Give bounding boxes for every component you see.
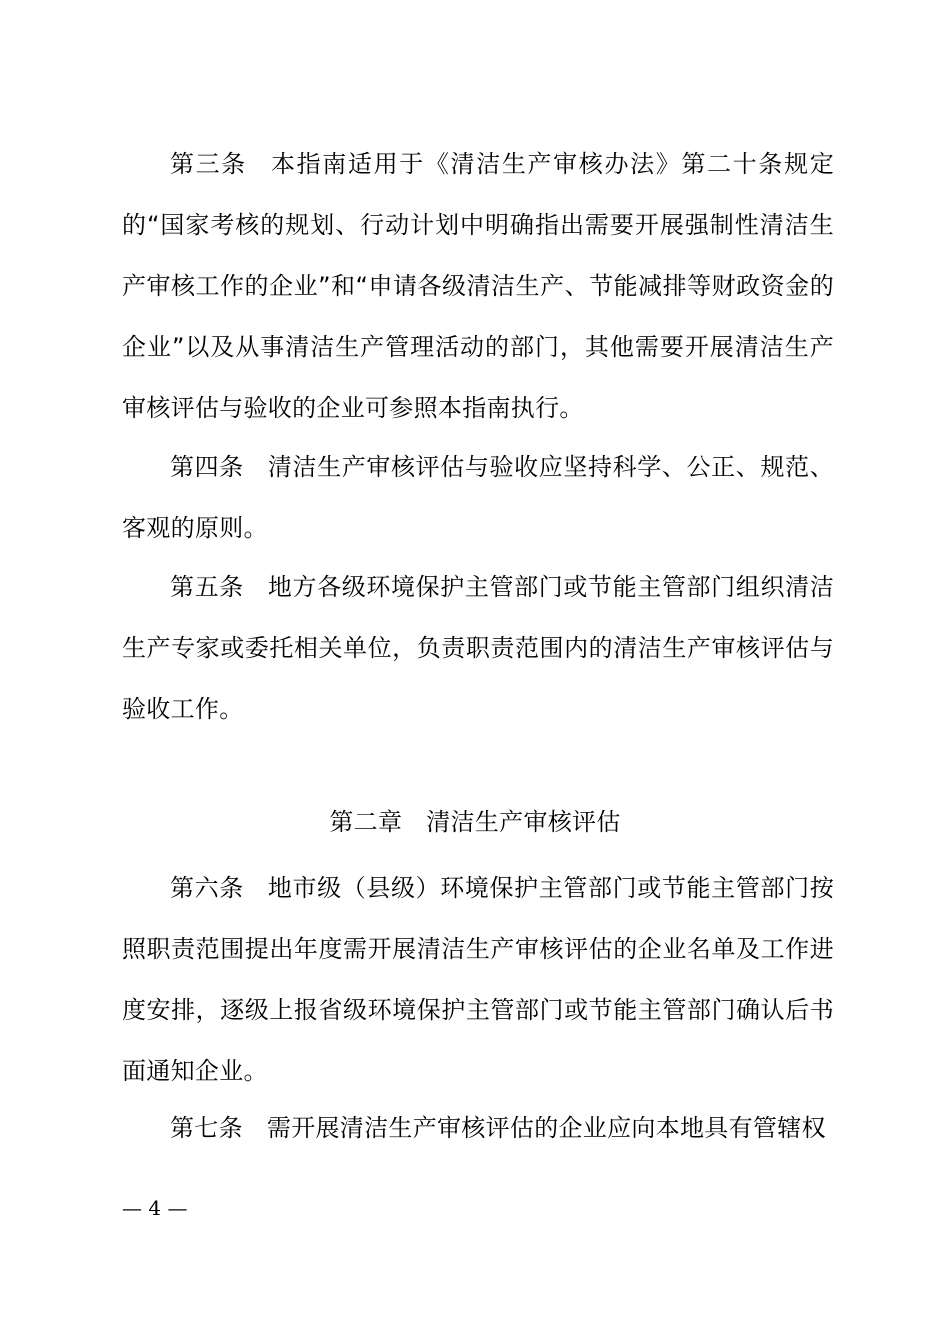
chapter-heading — [0, 795, 950, 849]
article-6-text: 地市级（县级）环境保护主管部门或节能主管部门按照职责范围提出年度需开展清洁生产审核评估的企业名单及工作进度安排，逐级上报省级环境保护主管部门或节能主管部门确认后书面通知企业。 — [122, 874, 834, 1085]
article-3 — [122, 134, 834, 439]
article-4 — [122, 437, 834, 559]
article-5-text: 地方各级环境保护主管部门或节能主管部门组织清洁生产专家或委托相关单位，负责职责范围内的清洁生产审核评估与验收工作。 — [122, 573, 834, 723]
article-7-text: 需开展清洁生产审核评估的企业应向本地具有管辖权 — [266, 1114, 826, 1142]
article-4-heading: 第四条 — [170, 453, 244, 481]
article-4-text: 清洁生产审核评估与验收应坚持科学、公正、规范、客观的原则。 — [122, 453, 834, 542]
page-number: — 4 — — [122, 1196, 188, 1220]
article-5 — [122, 557, 834, 740]
chapter-number: 第二章 — [329, 808, 403, 836]
article-6-heading: 第六条 — [170, 874, 244, 902]
article-6 — [122, 858, 834, 1102]
article-5-heading: 第五条 — [170, 573, 244, 601]
article-7-heading: 第七条 — [170, 1114, 243, 1142]
article-7 — [122, 1098, 834, 1159]
chapter-title: 清洁生产审核评估 — [426, 808, 621, 836]
article-3-heading: 第三条 — [170, 150, 247, 178]
article-3-text: 本指南适用于《清洁生产审核办法》第二十条规定的“国家考核的规划、行动计划中明确指出需要开展强制性清洁生产审核工作的企业”和“申请各级清洁生产、节能减排等财政资金的企业”以及从事清洁生产管理活动的部门，其他需要开展清洁生产审核评估与验收的企业可参照本指南执行。 — [122, 150, 834, 422]
